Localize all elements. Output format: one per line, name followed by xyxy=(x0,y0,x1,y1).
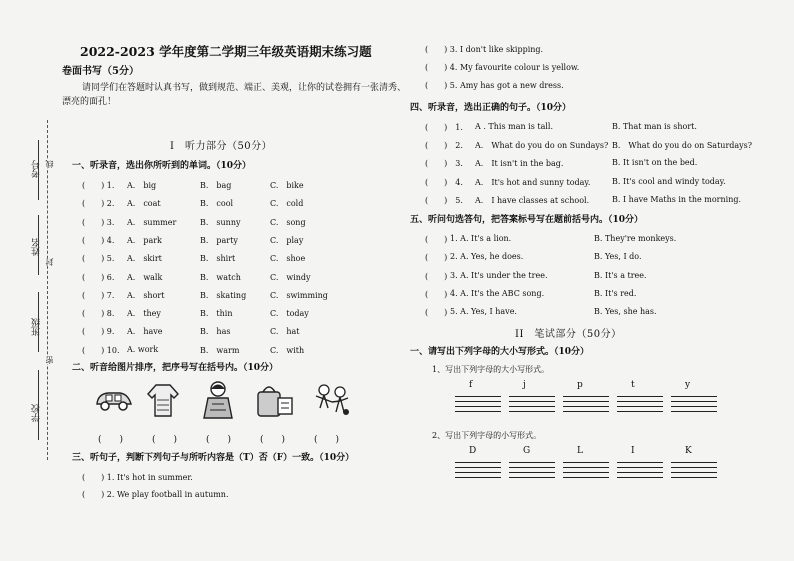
letter-prompt: G xyxy=(523,446,531,456)
q1-option-b: B. thin xyxy=(200,309,233,319)
q5-answer-bracket[interactable]: ( ) xyxy=(425,253,448,263)
q3-item: ( ) 1. It's hot in summer. xyxy=(82,473,193,482)
q4-option-a: A. It isn't in the bag. xyxy=(475,159,564,169)
q1-option-a: A. big xyxy=(127,181,157,190)
side-label-school: 学校 xyxy=(32,404,42,422)
letter-prompt: K xyxy=(685,446,692,456)
q2-bracket[interactable]: ( ) xyxy=(314,435,340,445)
q1-option-c: C. hat xyxy=(270,327,300,337)
side-mark-line: 线 xyxy=(45,160,54,168)
letter-prompt: j xyxy=(523,380,526,390)
q1-option-a: A. coat xyxy=(127,199,161,209)
q2-heading: 二、听音给图片排序，把序号写在括号内。（10分） xyxy=(72,363,279,373)
writing-text-line2: 漂亮的面孔！ xyxy=(62,97,117,107)
side-label-exam-no: 考号 xyxy=(32,160,42,178)
q4-option-a: A. I have classes at school. xyxy=(475,195,590,205)
binding-line xyxy=(47,120,48,460)
written-part-heading: II 笔试部分（50分） xyxy=(515,329,622,340)
q5-option-b: B. It's a tree. xyxy=(594,270,647,280)
q5-option-a: 1. A. It's a lion. xyxy=(450,234,512,243)
listening-part-heading: I 听力部分（50分） xyxy=(170,141,273,152)
q1-question-number[interactable]: ( ) 1. xyxy=(82,181,115,190)
q1-option-b: B. bag xyxy=(200,181,232,190)
q4-question-number[interactable]: ( ) 3. xyxy=(425,159,463,169)
q1-question-number[interactable]: ( ) 4. xyxy=(82,235,115,245)
q5-answer-bracket[interactable]: ( ) xyxy=(425,289,448,299)
letter-prompt: f xyxy=(469,380,473,390)
side-blank-class xyxy=(38,292,39,352)
q5-answer-bracket[interactable]: ( ) xyxy=(425,235,448,244)
q2-bracket[interactable]: ( ) xyxy=(98,435,124,445)
w1-sub2: 2、写出下列字母的小写形式。 xyxy=(432,431,542,440)
q4-option-a: A . This man is tall. xyxy=(475,122,554,131)
q4-question-number[interactable]: ( ) 1. xyxy=(425,123,463,132)
q4-option-b: B. I have Maths in the morning. xyxy=(612,194,742,204)
q4-option-a: A. What do you do on Sundays? xyxy=(475,141,609,151)
q1-question-number[interactable]: ( ) 2. xyxy=(82,199,115,209)
four-line-writing-grid[interactable] xyxy=(509,462,555,484)
q1-option-a: A. have xyxy=(127,327,163,337)
q1-option-b: B. watch xyxy=(200,272,241,282)
q1-heading: 一、听录音，选出你所听到的单词。（10分） xyxy=(72,161,252,171)
q5-heading: 五、听问句选答句，把答案标号写在题前括号内。（10分） xyxy=(410,215,644,225)
letter-prompt: p xyxy=(577,380,583,390)
four-line-writing-grid[interactable] xyxy=(509,396,555,418)
q2-bracket[interactable]: ( ) xyxy=(152,435,178,445)
q5-option-a: 4. A. It's the ABC song. xyxy=(450,288,545,298)
writing-heading: 卷面书写（5分） xyxy=(62,66,139,77)
q1-option-c: C. bike xyxy=(270,181,304,190)
q1-option-a: A. they xyxy=(127,309,161,319)
q1-option-a: A. summer xyxy=(127,217,177,227)
side-blank-school xyxy=(38,370,39,440)
q1-option-c: C. swimming xyxy=(270,290,328,300)
q1-question-number[interactable]: ( ) 6. xyxy=(82,272,115,282)
q1-option-c: C. play xyxy=(270,235,304,245)
q1-option-b: B. cool xyxy=(200,199,234,209)
car-icon xyxy=(94,386,134,414)
q3-item: ( ) 4. My favourite colour is yellow. xyxy=(425,63,580,72)
q1-option-c: C. song xyxy=(270,217,306,227)
q4-question-number[interactable]: ( ) 2. xyxy=(425,141,463,151)
four-line-writing-grid[interactable] xyxy=(455,462,501,484)
q5-option-b: B. Yes, I do. xyxy=(594,252,642,262)
q3-item: ( ) 5. Amy has got a new dress. xyxy=(425,81,564,90)
four-line-writing-grid[interactable] xyxy=(455,396,501,418)
sweater-icon xyxy=(146,382,180,418)
q1-option-b: B. shirt xyxy=(200,254,236,264)
four-line-writing-grid[interactable] xyxy=(563,462,609,484)
q1-option-b: B. has xyxy=(200,327,231,337)
q1-question-number[interactable]: ( ) 7. xyxy=(82,290,115,300)
four-line-writing-grid[interactable] xyxy=(563,396,609,418)
girl-icon xyxy=(200,380,236,420)
four-line-writing-grid[interactable] xyxy=(671,396,717,418)
q1-option-a: A. park xyxy=(127,235,162,245)
q1-question-number[interactable]: ( ) 10. xyxy=(82,345,120,355)
q1-question-number[interactable]: ( ) 9. xyxy=(82,327,115,337)
q1-option-c: C. today xyxy=(270,309,309,319)
q5-option-b: B. Yes, she has. xyxy=(594,307,657,317)
q4-question-number[interactable]: ( ) 5. xyxy=(425,195,463,205)
side-blank-exam-no xyxy=(38,140,39,200)
q5-option-a: 5. A. Yes, I have. xyxy=(450,307,517,317)
q1-option-a: A. work xyxy=(127,344,159,354)
writing-text-line1: 请同学们在答题时认真书写，做到规范、端正、美观，让你的试卷拥有一张清秀、 xyxy=(82,83,407,93)
q4-option-b: B. It isn't on the bed. xyxy=(612,158,698,168)
side-label-name: 姓名 xyxy=(32,238,42,256)
q1-option-c: C. windy xyxy=(270,272,311,282)
q3-item: ( ) 2. We play football in autumn. xyxy=(82,490,229,499)
q1-option-c: C. cold xyxy=(270,199,304,209)
page-title: 2022-2023 学年度第二学期三年级英语期末练习题 xyxy=(80,44,372,59)
q4-option-a: A. It's hot and sunny today. xyxy=(475,177,591,187)
q1-question-number[interactable]: ( ) 3. xyxy=(82,217,115,227)
q4-option-b: B. What do you do on Saturdays? xyxy=(612,141,753,151)
letter-prompt: I xyxy=(631,446,635,456)
q1-option-b: B. warm xyxy=(200,345,240,355)
q1-option-a: A. walk xyxy=(127,272,163,282)
q4-heading: 四、听录音，选出正确的句子。（10分） xyxy=(410,103,572,113)
q5-answer-bracket[interactable]: ( ) xyxy=(425,271,448,281)
q4-option-b: B. That man is short. xyxy=(612,122,697,131)
q1-option-b: B. skating xyxy=(200,290,247,300)
schoolbag-icon xyxy=(254,380,296,420)
q5-option-a: 2. A. Yes, he does. xyxy=(450,252,524,262)
q2-bracket[interactable]: ( ) xyxy=(260,435,286,445)
w1-sub1: 1、写出下列字母的大小写形式。 xyxy=(432,365,550,374)
q1-option-b: B. party xyxy=(200,235,238,245)
side-blank-name xyxy=(38,215,39,275)
q5-option-b: B. It's red. xyxy=(594,288,637,298)
kids-icon xyxy=(312,382,352,418)
q3-heading: 三、听句子，判断下列句子与所听内容是（T）否（F）一致。（10分） xyxy=(72,453,355,463)
q1-option-c: C. with xyxy=(270,345,305,355)
letter-prompt: y xyxy=(685,380,691,390)
letter-prompt: D xyxy=(469,446,477,456)
side-label-class: 班级 xyxy=(32,318,42,336)
q5-answer-bracket[interactable]: ( ) xyxy=(425,308,448,318)
side-mark-secret: 密 xyxy=(45,356,54,364)
q1-question-number[interactable]: ( ) 5. xyxy=(82,254,115,264)
q4-option-b: B. It's cool and windy today. xyxy=(612,176,726,186)
letter-prompt: t xyxy=(631,380,635,390)
q1-option-a: A. short xyxy=(127,290,165,300)
letter-prompt: L xyxy=(577,446,583,456)
q1-option-b: B. sunny xyxy=(200,217,241,227)
q5-option-b: B. They're monkeys. xyxy=(594,234,677,243)
four-line-writing-grid[interactable] xyxy=(671,462,717,484)
w1-heading: 一、请写出下列字母的大小写形式。（10分） xyxy=(410,347,590,357)
four-line-writing-grid[interactable] xyxy=(617,462,663,484)
q5-option-a: 3. A. It's under the tree. xyxy=(450,270,548,280)
side-mark-seal: 封 xyxy=(45,258,54,266)
q3-item: ( ) 3. I don't like skipping. xyxy=(425,45,544,54)
q4-question-number[interactable]: ( ) 4. xyxy=(425,177,463,187)
q2-bracket[interactable]: ( ) xyxy=(206,435,232,445)
four-line-writing-grid[interactable] xyxy=(617,396,663,418)
q1-option-c: C. shoe xyxy=(270,254,306,264)
q1-question-number[interactable]: ( ) 8. xyxy=(82,309,115,319)
q1-option-a: A. skirt xyxy=(127,254,162,264)
